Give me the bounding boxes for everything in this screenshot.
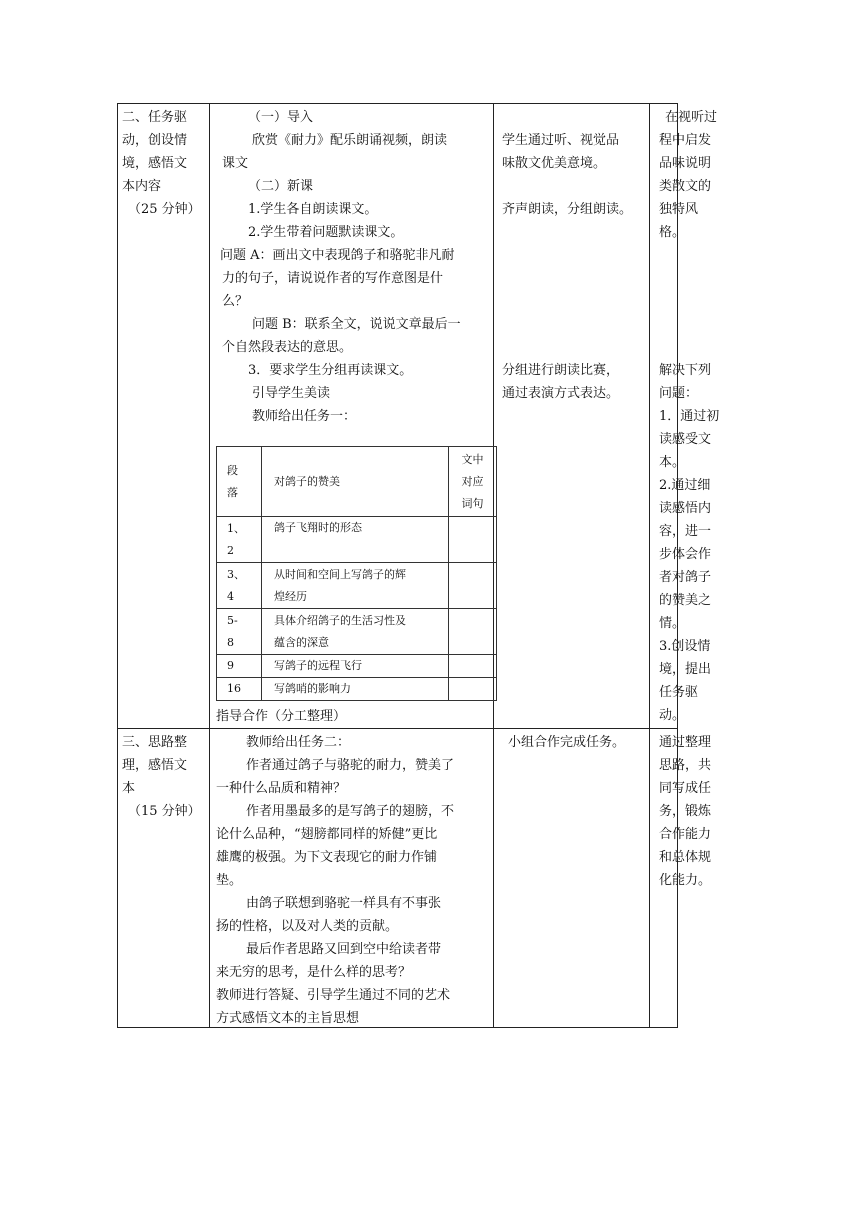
intent-line: 本。 bbox=[659, 455, 686, 470]
stage-cell-2 bbox=[122, 731, 208, 823]
praise-text: 具体介绍鸽子的生活习性及 bbox=[274, 613, 406, 627]
teacher-cell-1 bbox=[222, 106, 490, 428]
col-divider-3 bbox=[649, 103, 650, 1028]
praise-cell: 写鸽子的远程飞行 bbox=[262, 655, 449, 678]
col-divider-1 bbox=[209, 103, 210, 1028]
student-cell-1b bbox=[502, 359, 648, 405]
table-top-border bbox=[117, 103, 678, 104]
question-a-line: 力的句子，请说说作者的写作意图是什 bbox=[222, 271, 444, 286]
praise-cell bbox=[262, 609, 449, 655]
intent-line: 读感悟内 bbox=[659, 501, 712, 516]
intent-line: 类散文的 bbox=[659, 179, 712, 194]
intent-line: 化能力。 bbox=[659, 873, 712, 888]
header-paragraph bbox=[217, 447, 262, 517]
intent-line: 在视听过 bbox=[665, 110, 718, 125]
header-text: 段 bbox=[227, 463, 238, 477]
stage-line: （15 分钟） bbox=[128, 804, 201, 819]
header-text: 对应 bbox=[461, 474, 484, 488]
intent-line: 程中启发 bbox=[659, 133, 712, 148]
question-a-line: 问题 A：画出文中表现鸽子和骆驼非凡耐 bbox=[220, 248, 455, 263]
header-text: 落 bbox=[227, 485, 238, 499]
stage-cell-1 bbox=[122, 106, 208, 221]
task-one-line: 教师给出任务一： bbox=[252, 409, 357, 424]
stage-line: 二、任务驱 bbox=[122, 110, 188, 125]
student-line: 通过表演方式表达。 bbox=[502, 386, 620, 401]
intent-line: 解决下列 bbox=[659, 363, 712, 378]
intent-line: 问题： bbox=[659, 386, 699, 401]
table-row bbox=[217, 678, 497, 701]
para-cell: 9 bbox=[217, 655, 262, 678]
paragraph-line: 方式感悟文本的主旨思想 bbox=[216, 1011, 360, 1026]
intent-line: 情。 bbox=[659, 616, 686, 631]
intent-line: 通过整理 bbox=[659, 735, 712, 750]
para-text: 8 bbox=[227, 635, 234, 649]
intent-line: 读感受文 bbox=[659, 432, 712, 447]
paragraph-line: 雄鹰的极强。为下文表现它的耐力作铺 bbox=[216, 850, 438, 865]
student-line: 学生通过听、视觉品 bbox=[502, 133, 620, 148]
intent-line: 动。 bbox=[659, 708, 686, 723]
student-line: 齐声朗读，分组朗读。 bbox=[502, 202, 633, 217]
intent-line: 独特风 bbox=[659, 202, 699, 217]
intent-line: 容，进一 bbox=[659, 524, 712, 539]
intent-line: 合作能力 bbox=[659, 827, 712, 842]
praise-cell: 写鸽哨的影响力 bbox=[262, 678, 449, 701]
header-praise: 对鸽子的赞美 bbox=[262, 447, 449, 517]
table-row bbox=[217, 517, 497, 563]
cooperate-line: 指导合作（分工整理） bbox=[216, 709, 347, 724]
para-cell bbox=[217, 517, 262, 563]
stage-line: 本 bbox=[122, 781, 136, 796]
para-cell: 16 bbox=[217, 678, 262, 701]
student-line: 味散文优美意境。 bbox=[502, 156, 607, 171]
student-cell-1 bbox=[502, 129, 648, 175]
intent-line: 3.创设情 bbox=[659, 639, 711, 654]
section-intro-heading: （一）导入 bbox=[248, 110, 314, 125]
stage-line: （25 分钟） bbox=[128, 202, 201, 217]
question-b-line: 问题 B：联系全文，说说文章最后一 bbox=[252, 317, 461, 332]
praise-cell bbox=[262, 517, 449, 563]
intent-line: 格。 bbox=[659, 225, 686, 240]
words-cell bbox=[449, 563, 497, 609]
intent-cell-1a bbox=[659, 106, 729, 244]
question-b-line: 个自然段表达的意思。 bbox=[222, 340, 353, 355]
paragraph-line: 由鸽子联想到骆驼一样具有不事张 bbox=[246, 896, 442, 911]
paragraph-line: 教师进行答疑、引导学生通过不同的艺术 bbox=[216, 988, 451, 1003]
header-text: 词句 bbox=[461, 496, 484, 510]
intent-line: 同写成任 bbox=[659, 781, 712, 796]
intent-line: 1．通过初 bbox=[659, 409, 720, 424]
table-left-border bbox=[117, 103, 118, 1028]
para-text: 5- bbox=[227, 613, 238, 627]
para-cell bbox=[217, 609, 262, 655]
words-cell bbox=[449, 678, 497, 701]
intent-cell-2 bbox=[659, 731, 729, 892]
words-cell bbox=[449, 655, 497, 678]
paragraph-line: 最后作者思路又回到空中给读者带 bbox=[246, 942, 442, 957]
paragraph-line: 论什么品种，“翅膀都同样的矫健”更比 bbox=[216, 827, 438, 842]
intent-line: 者对鸽子 bbox=[659, 570, 712, 585]
intent-line: 思路，共 bbox=[659, 758, 712, 773]
intent-cell-1b bbox=[659, 359, 729, 727]
para-cell bbox=[217, 563, 262, 609]
intent-line: 2.通过细 bbox=[659, 478, 711, 493]
student-line: 分组进行朗读比赛， bbox=[502, 363, 620, 378]
paragraph-line: 课文 bbox=[222, 156, 249, 171]
intent-line: 步体会作 bbox=[659, 547, 712, 562]
paragraph-line: 来无穷的思考，是什么样的思考？ bbox=[216, 965, 412, 980]
step-line: 3．要求学生分组再读课文。 bbox=[248, 363, 413, 378]
intent-line: 和总体规 bbox=[659, 850, 712, 865]
stage-line: 本内容 bbox=[122, 179, 162, 194]
row-divider bbox=[117, 728, 678, 729]
step-line: 2.学生带着问题默读课文。 bbox=[248, 225, 404, 240]
stage-line: 三、思路整 bbox=[122, 735, 188, 750]
words-cell bbox=[449, 517, 497, 563]
intent-line: 务，锻炼 bbox=[659, 804, 712, 819]
stage-line: 理，感悟文 bbox=[122, 758, 188, 773]
paragraph-line: 作者用墨最多的是写鸽子的翅膀，不 bbox=[246, 804, 455, 819]
paragraph-line: 作者通过鸽子与骆驼的耐力，赞美了 bbox=[246, 758, 455, 773]
words-cell bbox=[449, 609, 497, 655]
paragraph-line: 垫。 bbox=[216, 873, 243, 888]
header-words bbox=[449, 447, 497, 517]
paragraph-line: 一种什么品质和精神？ bbox=[216, 781, 347, 796]
section-new-lesson-heading: （二）新课 bbox=[248, 179, 314, 194]
praise-text: 从时间和空间上写鸽子的辉 bbox=[274, 567, 406, 581]
praise-analysis-table bbox=[216, 446, 497, 701]
table-row bbox=[217, 563, 497, 609]
stage-line: 动，创设情 bbox=[122, 133, 188, 148]
paragraph-line: 欣赏《耐力》配乐朗诵视频，朗读 bbox=[252, 133, 448, 148]
student-cell-2: 小组合作完成任务。 bbox=[508, 735, 626, 750]
para-text: 2 bbox=[227, 543, 234, 557]
para-text: 3、 bbox=[227, 567, 245, 581]
task-two-line: 教师给出任务二： bbox=[246, 735, 351, 750]
guide-line: 引导学生美读 bbox=[252, 386, 331, 401]
table-row bbox=[217, 609, 497, 655]
stage-line: 境，感悟文 bbox=[122, 156, 188, 171]
question-a-line: 么？ bbox=[222, 294, 249, 309]
para-text: 1、 bbox=[227, 521, 245, 535]
para-text: 4 bbox=[227, 589, 234, 603]
praise-text: 鸽子飞翔时的形态 bbox=[274, 521, 362, 534]
praise-cell bbox=[262, 563, 449, 609]
teacher-cell-2 bbox=[216, 731, 490, 1030]
praise-text: 煌经历 bbox=[274, 589, 307, 603]
table-header-row bbox=[217, 447, 497, 517]
praise-text: 蕴含的深意 bbox=[274, 635, 329, 649]
table-row bbox=[217, 655, 497, 678]
header-text: 文中 bbox=[461, 452, 484, 466]
intent-line: 任务驱 bbox=[659, 685, 699, 700]
step-line: 1.学生各自朗读课文。 bbox=[248, 202, 378, 217]
intent-line: 的赞美之 bbox=[659, 593, 712, 608]
intent-line: 品味说明 bbox=[659, 156, 712, 171]
intent-line: 境，提出 bbox=[659, 662, 712, 677]
paragraph-line: 扬的性格，以及对人类的贡献。 bbox=[216, 919, 399, 934]
